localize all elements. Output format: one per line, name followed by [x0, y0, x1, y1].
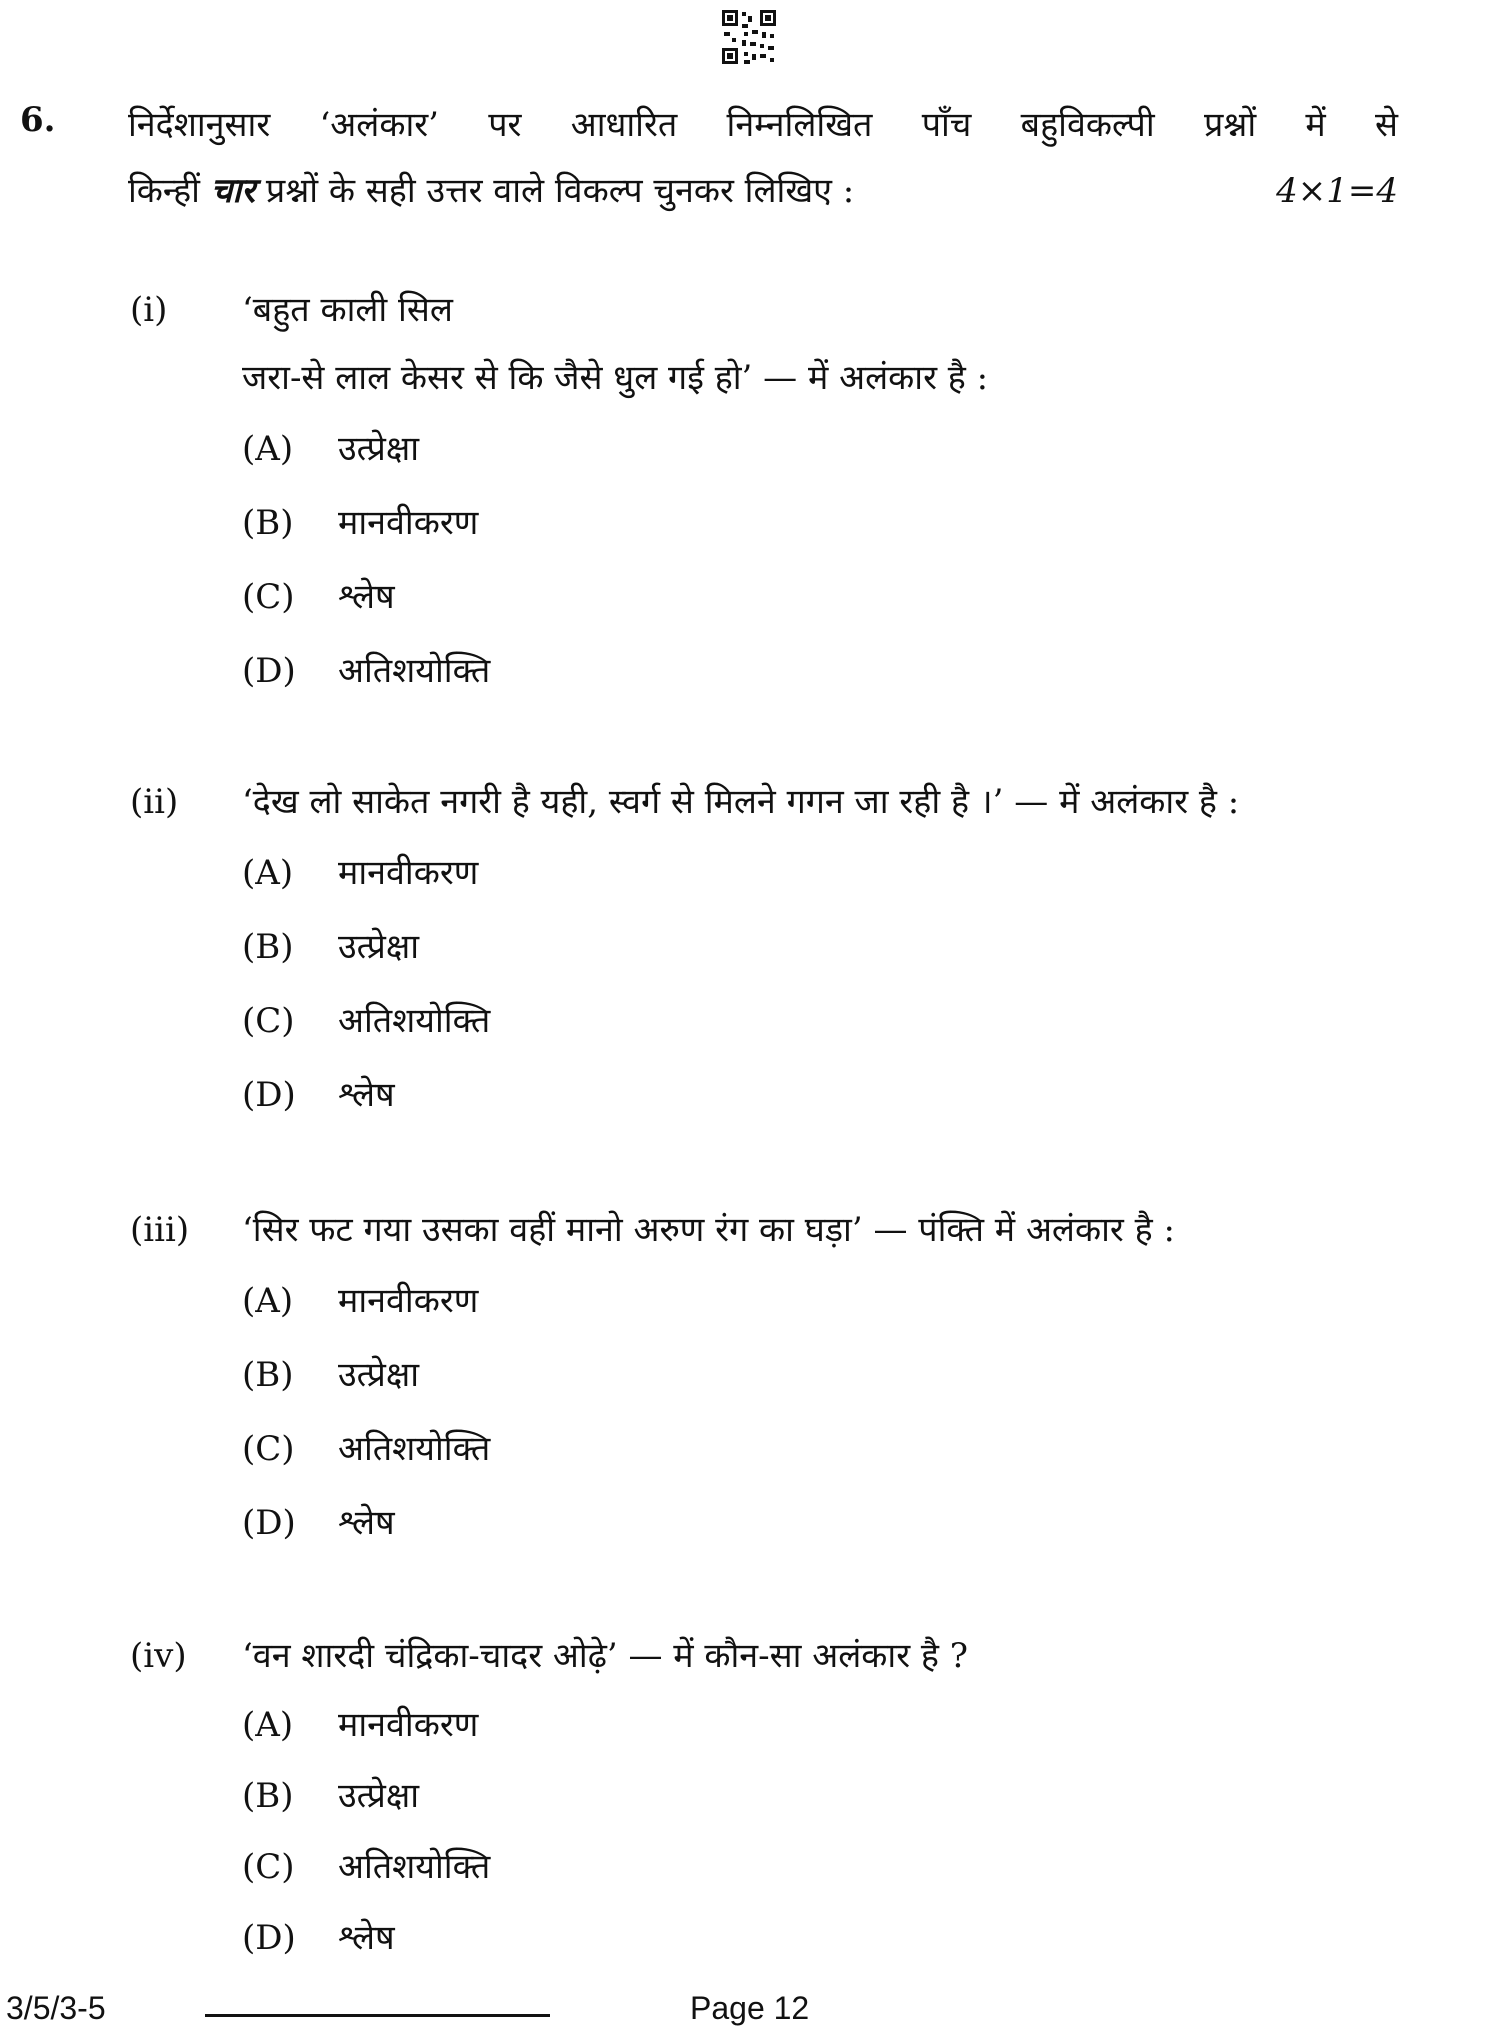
option-text: अतिशयोक्ति [338, 1001, 491, 1041]
option-text: उत्प्रेक्षा [338, 1355, 420, 1395]
paper-code: 3/5/3-5 [6, 1990, 106, 2026]
option-c[interactable] [130, 560, 1400, 634]
subquestion-stem: ‘बहुत काली सिल [242, 290, 453, 330]
option-text: उत्प्रेक्षा [338, 927, 420, 967]
question-number: 6. [20, 100, 56, 140]
option-a[interactable] [130, 412, 1400, 486]
instruction-pre: किन्हीं [128, 171, 200, 211]
subquestion-2 [130, 768, 1400, 1132]
page-number: Page 12 [690, 1990, 810, 2026]
option-label: (D) [242, 1075, 296, 1115]
option-label: (A) [242, 1705, 294, 1745]
instruction-line-1 [128, 92, 1398, 158]
option-text: श्लेष [338, 1503, 395, 1543]
option-a[interactable] [130, 1690, 1400, 1761]
subquestion-4 [130, 1622, 1400, 1974]
subquestion-1 [130, 276, 1400, 708]
subquestion-stem: ‘देख लो साकेत नगरी है यही, स्वर्ग से मिलने गगन जा रही है ।’ — में अलंकार है : [242, 782, 1240, 822]
option-label: (A) [242, 429, 294, 469]
option-label: (B) [242, 503, 294, 543]
instruction-post: प्रश्नों के सही उत्तर वाले विकल्प चुनकर लिखिए : [265, 171, 855, 211]
option-label: (D) [242, 1918, 296, 1958]
question-instruction [128, 92, 1398, 224]
instruction-emphasis: चार [210, 171, 256, 211]
instruction-word: ‘अलंकार’ [319, 105, 439, 145]
option-c[interactable] [130, 1832, 1400, 1903]
option-label: (C) [242, 1001, 295, 1041]
option-d[interactable] [130, 1486, 1400, 1560]
option-text: मानवीकरण [338, 1705, 479, 1745]
subquestion-number: (iii) [130, 1210, 190, 1250]
instruction-word: निम्नलिखित [726, 105, 873, 145]
subquestion-number: (i) [130, 290, 168, 330]
option-label: (B) [242, 1355, 294, 1395]
subquestion-stem-continued: जरा-से लाल केसर से कि जैसे धुल गई हो’ — में अलंकार है : [242, 358, 989, 398]
option-text: अतिशयोक्ति [338, 1847, 491, 1887]
option-label: (C) [242, 1429, 295, 1469]
option-d[interactable] [130, 634, 1400, 708]
option-label: (C) [242, 577, 295, 617]
option-label: (B) [242, 1776, 294, 1816]
option-a[interactable] [130, 1264, 1400, 1338]
instruction-word: आधारित [570, 105, 678, 145]
option-c[interactable] [130, 1412, 1400, 1486]
option-text: उत्प्रेक्षा [338, 1776, 420, 1816]
option-text: श्लेष [338, 1918, 395, 1958]
option-c[interactable] [130, 984, 1400, 1058]
instruction-word: प्रश्नों [1203, 105, 1257, 145]
option-text: मानवीकरण [338, 503, 479, 543]
option-text: मानवीकरण [338, 853, 479, 893]
instruction-word: में [1305, 105, 1326, 145]
option-text: श्लेष [338, 577, 395, 617]
option-label: (C) [242, 1847, 295, 1887]
option-text: उत्प्रेक्षा [338, 429, 420, 469]
option-label: (D) [242, 1503, 296, 1543]
option-b[interactable] [130, 910, 1400, 984]
subquestion-number: (iv) [130, 1636, 187, 1676]
option-b[interactable] [130, 1761, 1400, 1832]
option-d[interactable] [130, 1903, 1400, 1974]
subquestion-stem: ‘सिर फट गया उसका वहीं मानो अरुण रंग का घड़ा’ — पंक्ति में अलंकार है : [242, 1210, 1175, 1250]
option-d[interactable] [130, 1058, 1400, 1132]
instruction-word: पाँच [921, 105, 972, 145]
subquestion-stem: ‘वन शारदी चंद्रिका-चादर ओढ़े’ — में कौन-सा अलंकार है ? [242, 1636, 969, 1676]
option-text: अतिशयोक्ति [338, 1429, 491, 1469]
option-label: (A) [242, 853, 294, 893]
option-label: (D) [242, 651, 296, 691]
subquestion-number: (ii) [130, 782, 179, 822]
option-b[interactable] [130, 486, 1400, 560]
instruction-text [128, 158, 854, 224]
option-b[interactable] [130, 1338, 1400, 1412]
page-footer [0, 1990, 1505, 2034]
instruction-word: से [1375, 105, 1398, 145]
option-text: श्लेष [338, 1075, 395, 1115]
option-text: अतिशयोक्ति [338, 651, 491, 691]
subquestion-3 [130, 1196, 1400, 1560]
option-label: (B) [242, 927, 294, 967]
instruction-word: पर [488, 105, 522, 145]
instruction-word: बहुविकल्पी [1020, 105, 1155, 145]
instruction-word: निर्देशानुसार [128, 105, 271, 145]
qr-code-icon [720, 8, 778, 66]
marks-label: 4×1=4 [1276, 171, 1398, 211]
footer-divider [205, 2014, 550, 2017]
instruction-line-2 [128, 158, 1398, 224]
option-a[interactable] [130, 836, 1400, 910]
option-text: मानवीकरण [338, 1281, 479, 1321]
option-label: (A) [242, 1281, 294, 1321]
